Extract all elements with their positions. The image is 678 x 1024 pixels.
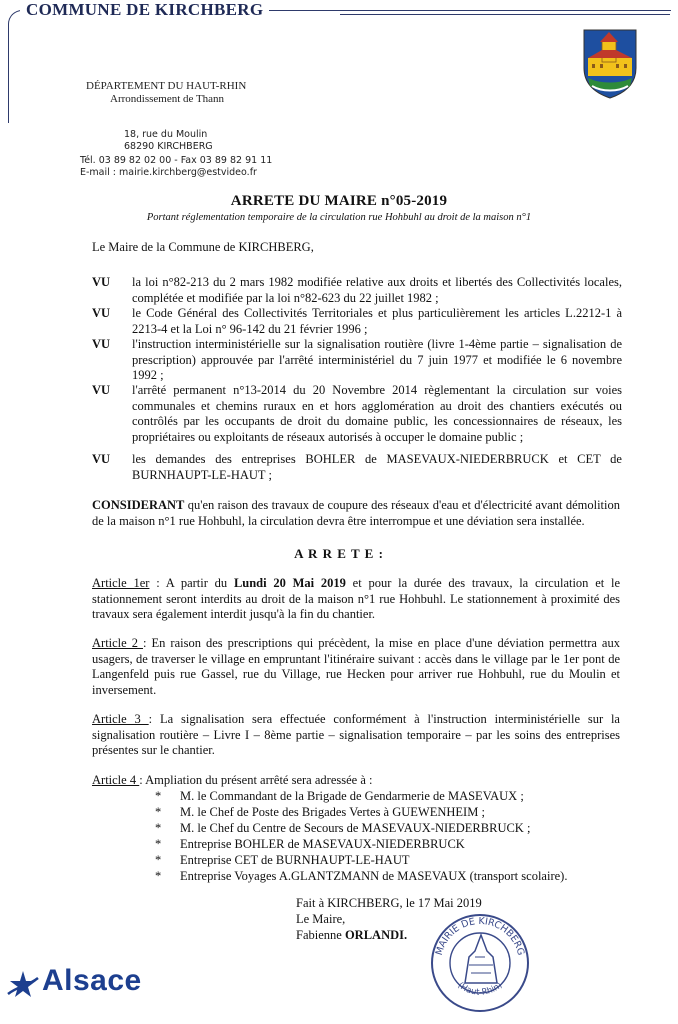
list-item: Entreprise Voyages A.GLANTZMANN de MASEVAUX (transport scolaire). <box>180 869 568 883</box>
vu-label: VU <box>92 337 111 351</box>
article-2 <box>92 636 620 698</box>
vu-label: VU <box>92 383 111 397</box>
signature-role: Le Maire, <box>296 912 346 926</box>
bullet: * <box>155 821 162 835</box>
stamp-text-top: MAIRIE DE KIRCHBERG <box>433 915 527 957</box>
vu-item: les demandes des entreprises BOHLER de MASEVAUX-NIEDERBRUCK et CET de BURNHAUPT-LE-HAUT ; <box>132 452 622 482</box>
article-text: : A partir du <box>149 576 234 590</box>
intro-line: Le Maire de la Commune de KIRCHBERG, <box>92 240 314 254</box>
arrondissement: Arrondissement de Thann <box>110 93 225 105</box>
signature-place-date: Fait à KIRCHBERG, le 17 Mai 2019 <box>296 896 482 910</box>
bullet: * <box>155 853 162 867</box>
bullet: * <box>155 837 162 851</box>
bullet: * <box>155 869 162 883</box>
commune-crest-icon <box>582 28 638 100</box>
considerant-paragraph <box>92 498 620 529</box>
article-label: Article 1er <box>92 576 150 590</box>
list-item: Entreprise CET de BURNHAUPT-LE-HAUT <box>180 853 410 867</box>
article-text: : La signalisation sera effectuée conformément à l'instruction interministérielle sur la signalisation routière – Livre I – 8ème partie – signalisation temporaire – par les soins des entreprises présentes sur le chantier. <box>92 712 620 757</box>
vu-label: VU <box>92 275 111 289</box>
header-rule <box>340 14 670 15</box>
considerant-label: CONSIDERANT <box>92 498 185 512</box>
article-label: Article 3 <box>92 712 149 726</box>
document-title: ARRETE DU MAIRE n°05-2019 <box>230 193 448 209</box>
email: E-mail : mairie.kirchberg@estvideo.fr <box>80 167 257 178</box>
list-item: M. le Chef du Centre de Secours de MASEVAUX-NIEDERBRUCK ; <box>180 821 531 835</box>
vu-item: le Code Général des Collectivités Territoriales et plus particulièrement les articles L.2212-1 à 2213-4 et la Loi n° 96-142 du 21 février 1996 ; <box>132 306 622 336</box>
vu-label: VU <box>92 306 111 320</box>
article-3 <box>92 712 620 759</box>
commune-name: COMMUNE DE KIRCHBERG <box>20 0 269 20</box>
header-frame <box>8 10 671 123</box>
article-label: Article 2 <box>92 636 144 650</box>
article-text: : En raison des prescriptions qui précèdent, la mise en place d'une déviation permettra aux usagers, de traverser le village en empruntant l'itinéraire suivant : accès dans le village par le 1er pont de Langenfeld puis rue Gassel, rue du Village, rue Hecken pour arriver rue Hohbuhl, rue du Moulin et inversement. <box>92 636 620 697</box>
vu-item: la loi n°82-213 du 2 mars 1982 modifiée relative aux droits et libertés des Collectivités locales, complétée et modifiée par la loi n°82-623 du 22 juillet 1982 ; <box>132 275 622 305</box>
list-item: M. le Commandant de la Brigade de Gendarmerie de MASEVAUX ; <box>180 789 524 803</box>
vu-item: l'instruction interministérielle sur la signalisation routière (livre 1-4ème partie – signalisation de prescription) approuvée par l'arrêté interministériel du 7 juin 1977 et modifiée le 6 novembre 1992 ; <box>132 337 622 382</box>
vu-label: VU <box>92 452 111 466</box>
phone-fax: Tél. 03 89 82 02 00 - Fax 03 89 82 91 11 <box>80 155 273 166</box>
departement: DÉPARTEMENT DU HAUT-RHIN <box>86 80 247 92</box>
article-text: : Ampliation du présent arrêté sera adressée à : <box>139 773 373 787</box>
bullet: * <box>155 805 162 819</box>
article-1 <box>92 576 620 623</box>
list-item: M. le Chef de Poste des Brigades Vertes à GUEWENHEIM ; <box>180 805 485 819</box>
alsace-logo-text: Alsace <box>42 964 142 997</box>
bullet: * <box>155 789 162 803</box>
document-subtitle: Portant réglementation temporaire de la circulation rue Hohbuhl au droit de la maison n°1 <box>146 212 532 223</box>
article-label: Article 4 <box>92 773 140 787</box>
alsace-logo-icon <box>6 968 40 1002</box>
arrete-heading: A R R E T E : <box>294 546 384 561</box>
address-line-2: 68290 KIRCHBERG <box>124 141 213 152</box>
list-item: Entreprise BOHLER de MASEVAUX-NIEDERBRUCK <box>180 837 465 851</box>
stamp-text-bottom: (Haut-Rhin) <box>455 980 505 998</box>
signature-last-name: ORLANDI. <box>344 928 408 942</box>
considerant-text: qu'en raison des travaux de coupure des réseaux d'eau et d'électricité avant démolition de la maison n°1 rue Hohbuhl, la circulation devra être interrompue et une déviation sera installée. <box>92 498 620 528</box>
vu-item: l'arrêté permanent n°13-2014 du 20 Novembre 2014 règlementant la circulation sur voies communales et chemins ruraux en et hors agglomération au droit des chantiers exécutés ou contrôlés par les occupants de droit du domaine public, les concessionnaires de réseaux, les propriétaires ou exploitants de réseaux autorisés à occuper le domaine public ; <box>132 383 622 444</box>
signature-first-name: Fabienne <box>296 928 345 942</box>
mairie-stamp-icon <box>425 905 535 1015</box>
address-line-1: 18, rue du Moulin <box>124 129 208 140</box>
article-4 <box>92 773 620 789</box>
article-date: Lundi 20 Mai 2019 <box>233 576 346 590</box>
article-text: et pour la durée des travaux, la circulation et le stationnement seront interdits au droit de la maison n°1 rue Hohbuhl. Le stationnement à proximité des travaux sera également interdit jusqu'à la fin du chantier. <box>92 576 620 621</box>
signature-name <box>296 928 407 944</box>
